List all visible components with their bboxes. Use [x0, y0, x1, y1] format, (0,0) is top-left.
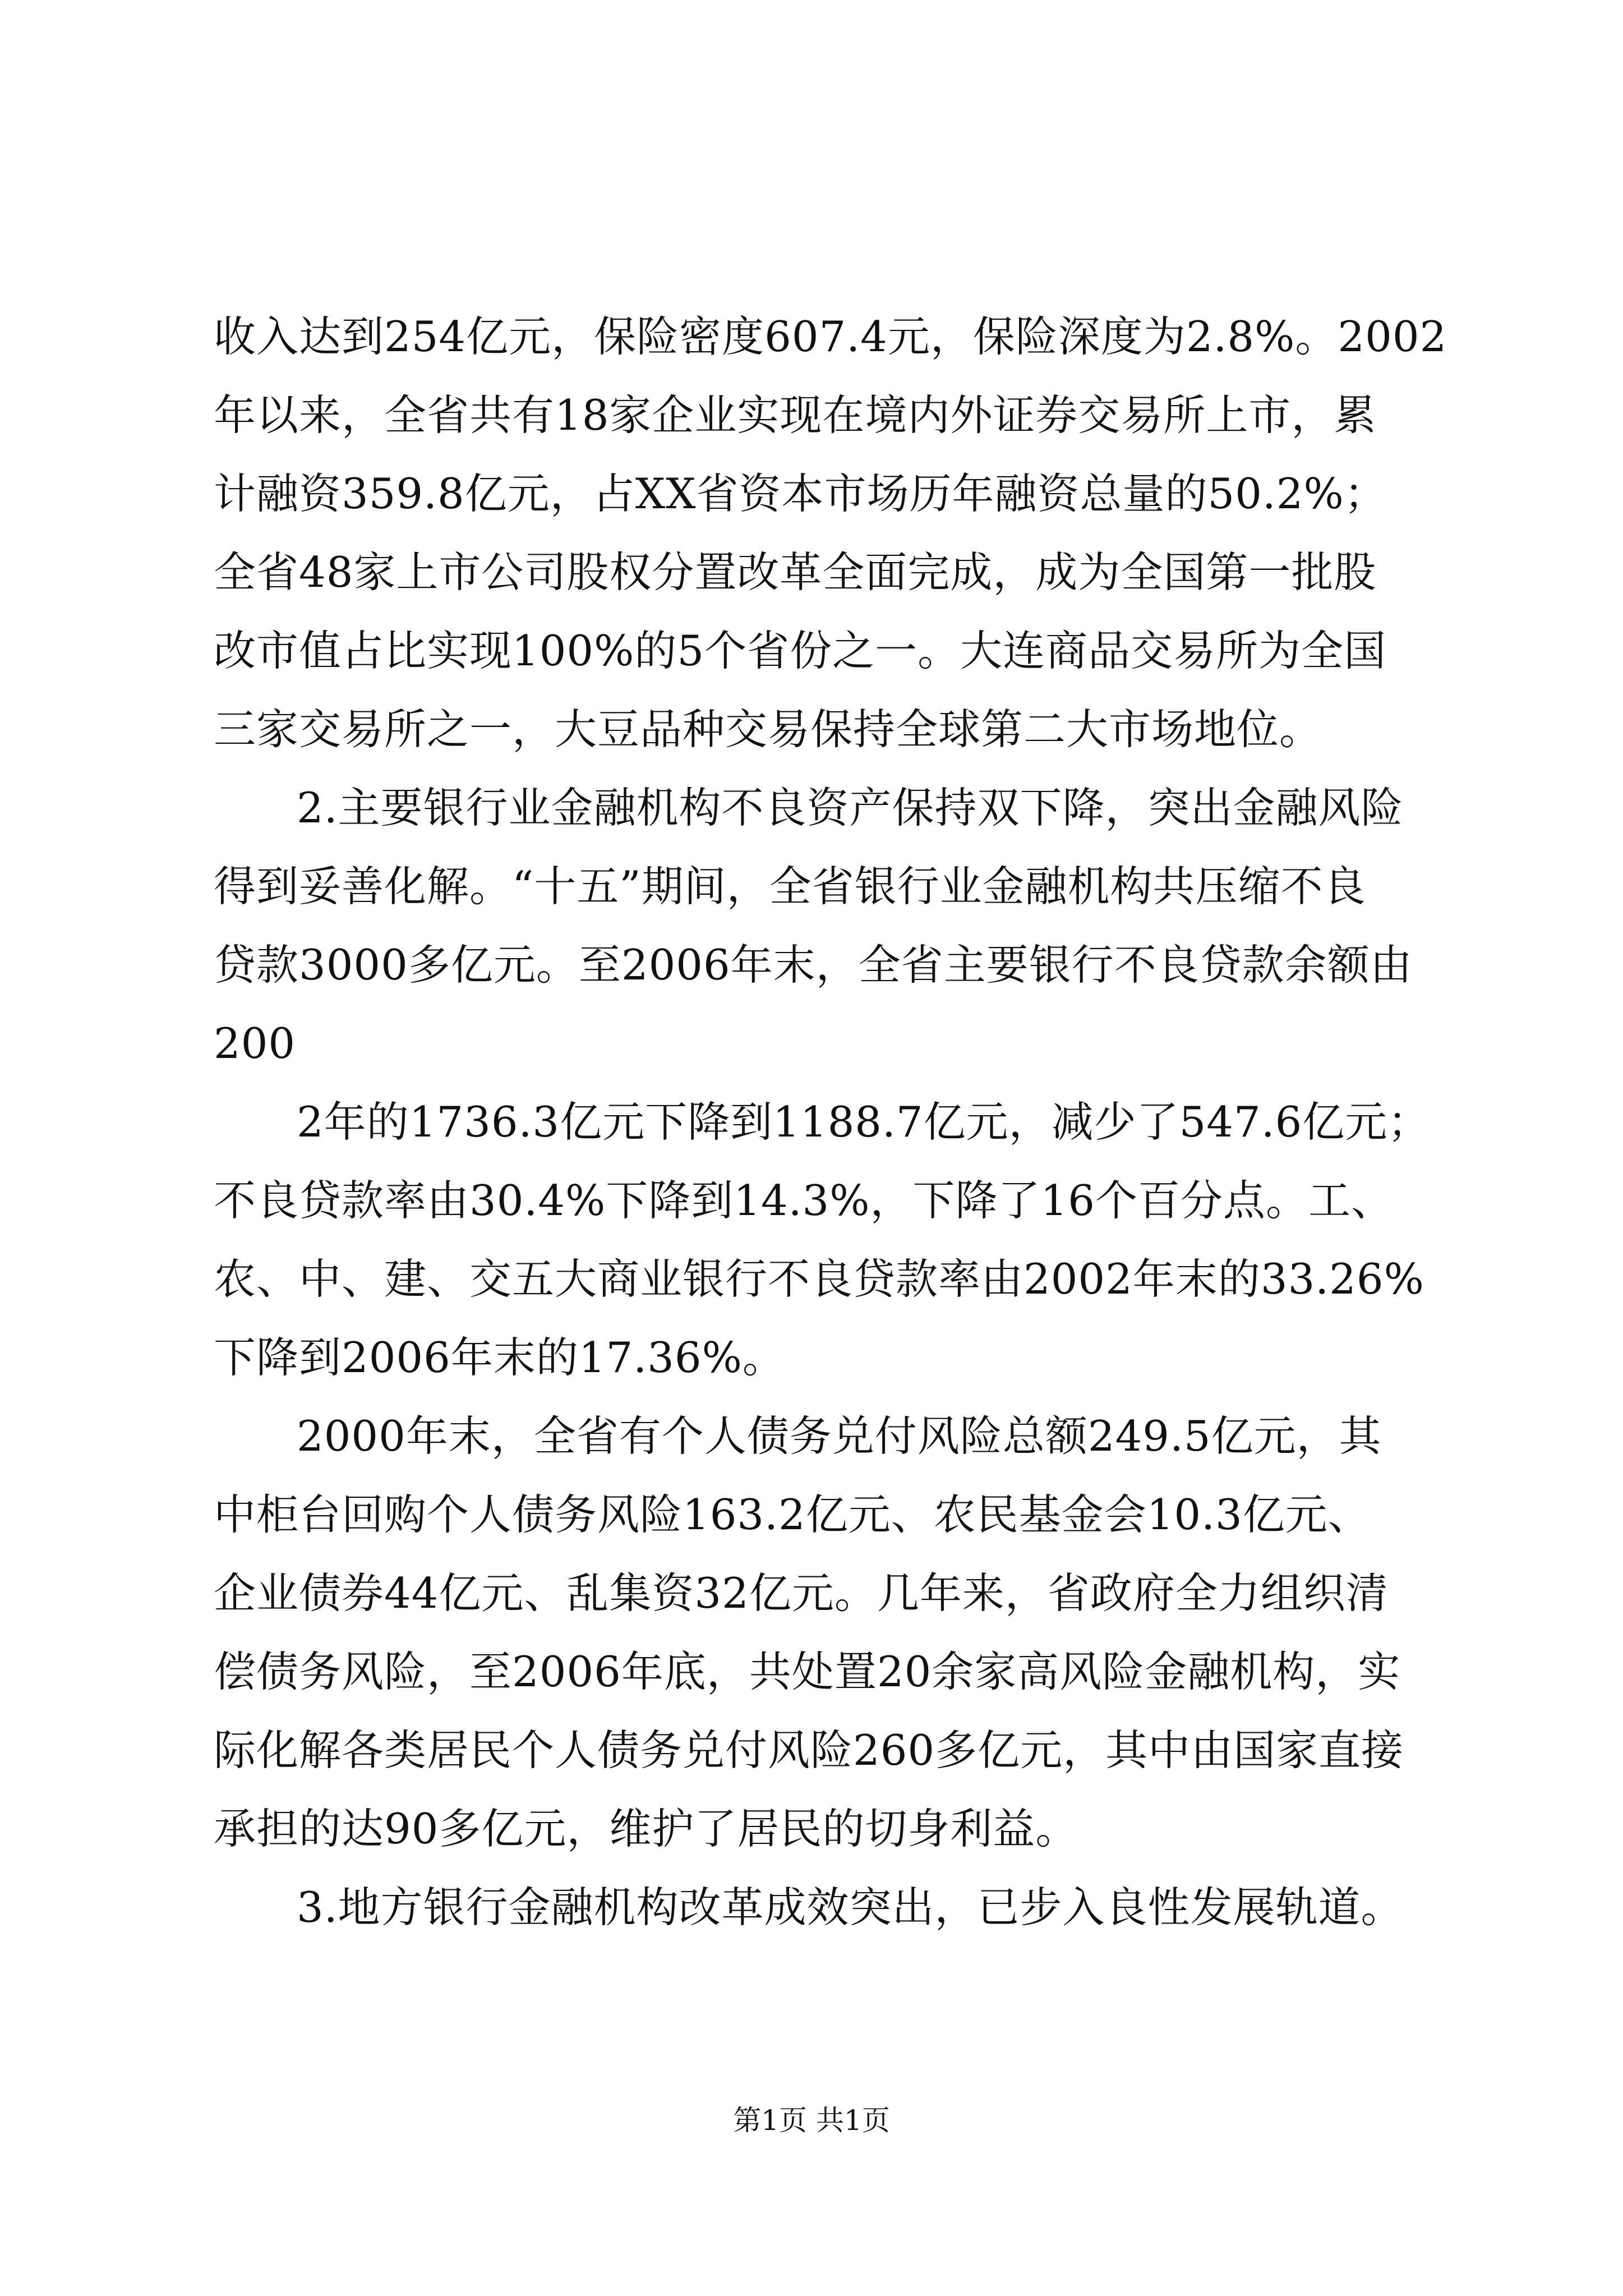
body-text — [214, 297, 1447, 1947]
paragraph-start: 2年的1736.3亿元下降到1188.7亿元，减少了547.6亿元； — [297, 1097, 1431, 1147]
text-line: 得到妥善化解。“十五”期间，全省银行业金融机构共压缩不良 — [214, 862, 1366, 911]
text-line: 全省48家上市公司股权分置改革全面完成，成为全国第一批股 — [214, 547, 1377, 597]
text-line: 承担的达90多亿元，维护了居民的切身利益。 — [214, 1804, 1078, 1853]
text-line: 不良贷款率由30.4%下降到14.3%，下降了16个百分点。工、 — [214, 1176, 1394, 1225]
text-line: 三家交易所之一，大豆品种交易保持全球第二大市场地位。 — [214, 705, 1322, 754]
text-line: 偿债务风险，至2006年底，共处置20余家高风险金融机构，实 — [214, 1647, 1401, 1696]
section-heading-2: 2.主要银行业金融机构不良资产保持双下降，突出金融风险 — [297, 783, 1404, 832]
text-line: 收入达到254亿元，保险密度607.4元，保险深度为2.8%。2002 — [214, 312, 1447, 361]
text-line: 企业债券44亿元、乱集资32亿元。几年来，省政府全力组织清 — [214, 1568, 1389, 1618]
text-line: 200 — [214, 1019, 296, 1068]
text-line: 下降到2006年末的17.36%。 — [214, 1333, 785, 1382]
text-line: 计融资359.8亿元，占XX省资本市场历年融资总量的50.2%； — [214, 469, 1387, 518]
text-line: 年以来，全省共有18家企业实现在境内外证券交易所上市，累 — [214, 390, 1377, 440]
text-line: 改市值占比实现100%的5个省份之一。大连商品交易所为全国 — [214, 626, 1387, 675]
paragraph-start: 2000年末，全省有个人债务兑付风险总额249.5亿元，其 — [297, 1411, 1382, 1461]
text-line: 农、中、建、交五大商业银行不良贷款率由2002年末的33.26% — [214, 1254, 1424, 1304]
text-line: 贷款3000多亿元。至2006年末，全省主要银行不良贷款余额由 — [214, 940, 1413, 990]
text-line: 际化解各类居民个人债务兑付风险260多亿元，其中由国家直接 — [214, 1726, 1404, 1775]
section-heading-3: 3.地方银行金融机构改革成效突出，已步入良性发展轨道。 — [297, 1883, 1404, 1932]
page-number-footer: 第1页 共1页 — [733, 2104, 890, 2137]
text-line: 中柜台回购个人债务风险163.2亿元、农民基金会10.3亿元、 — [214, 1490, 1371, 1539]
